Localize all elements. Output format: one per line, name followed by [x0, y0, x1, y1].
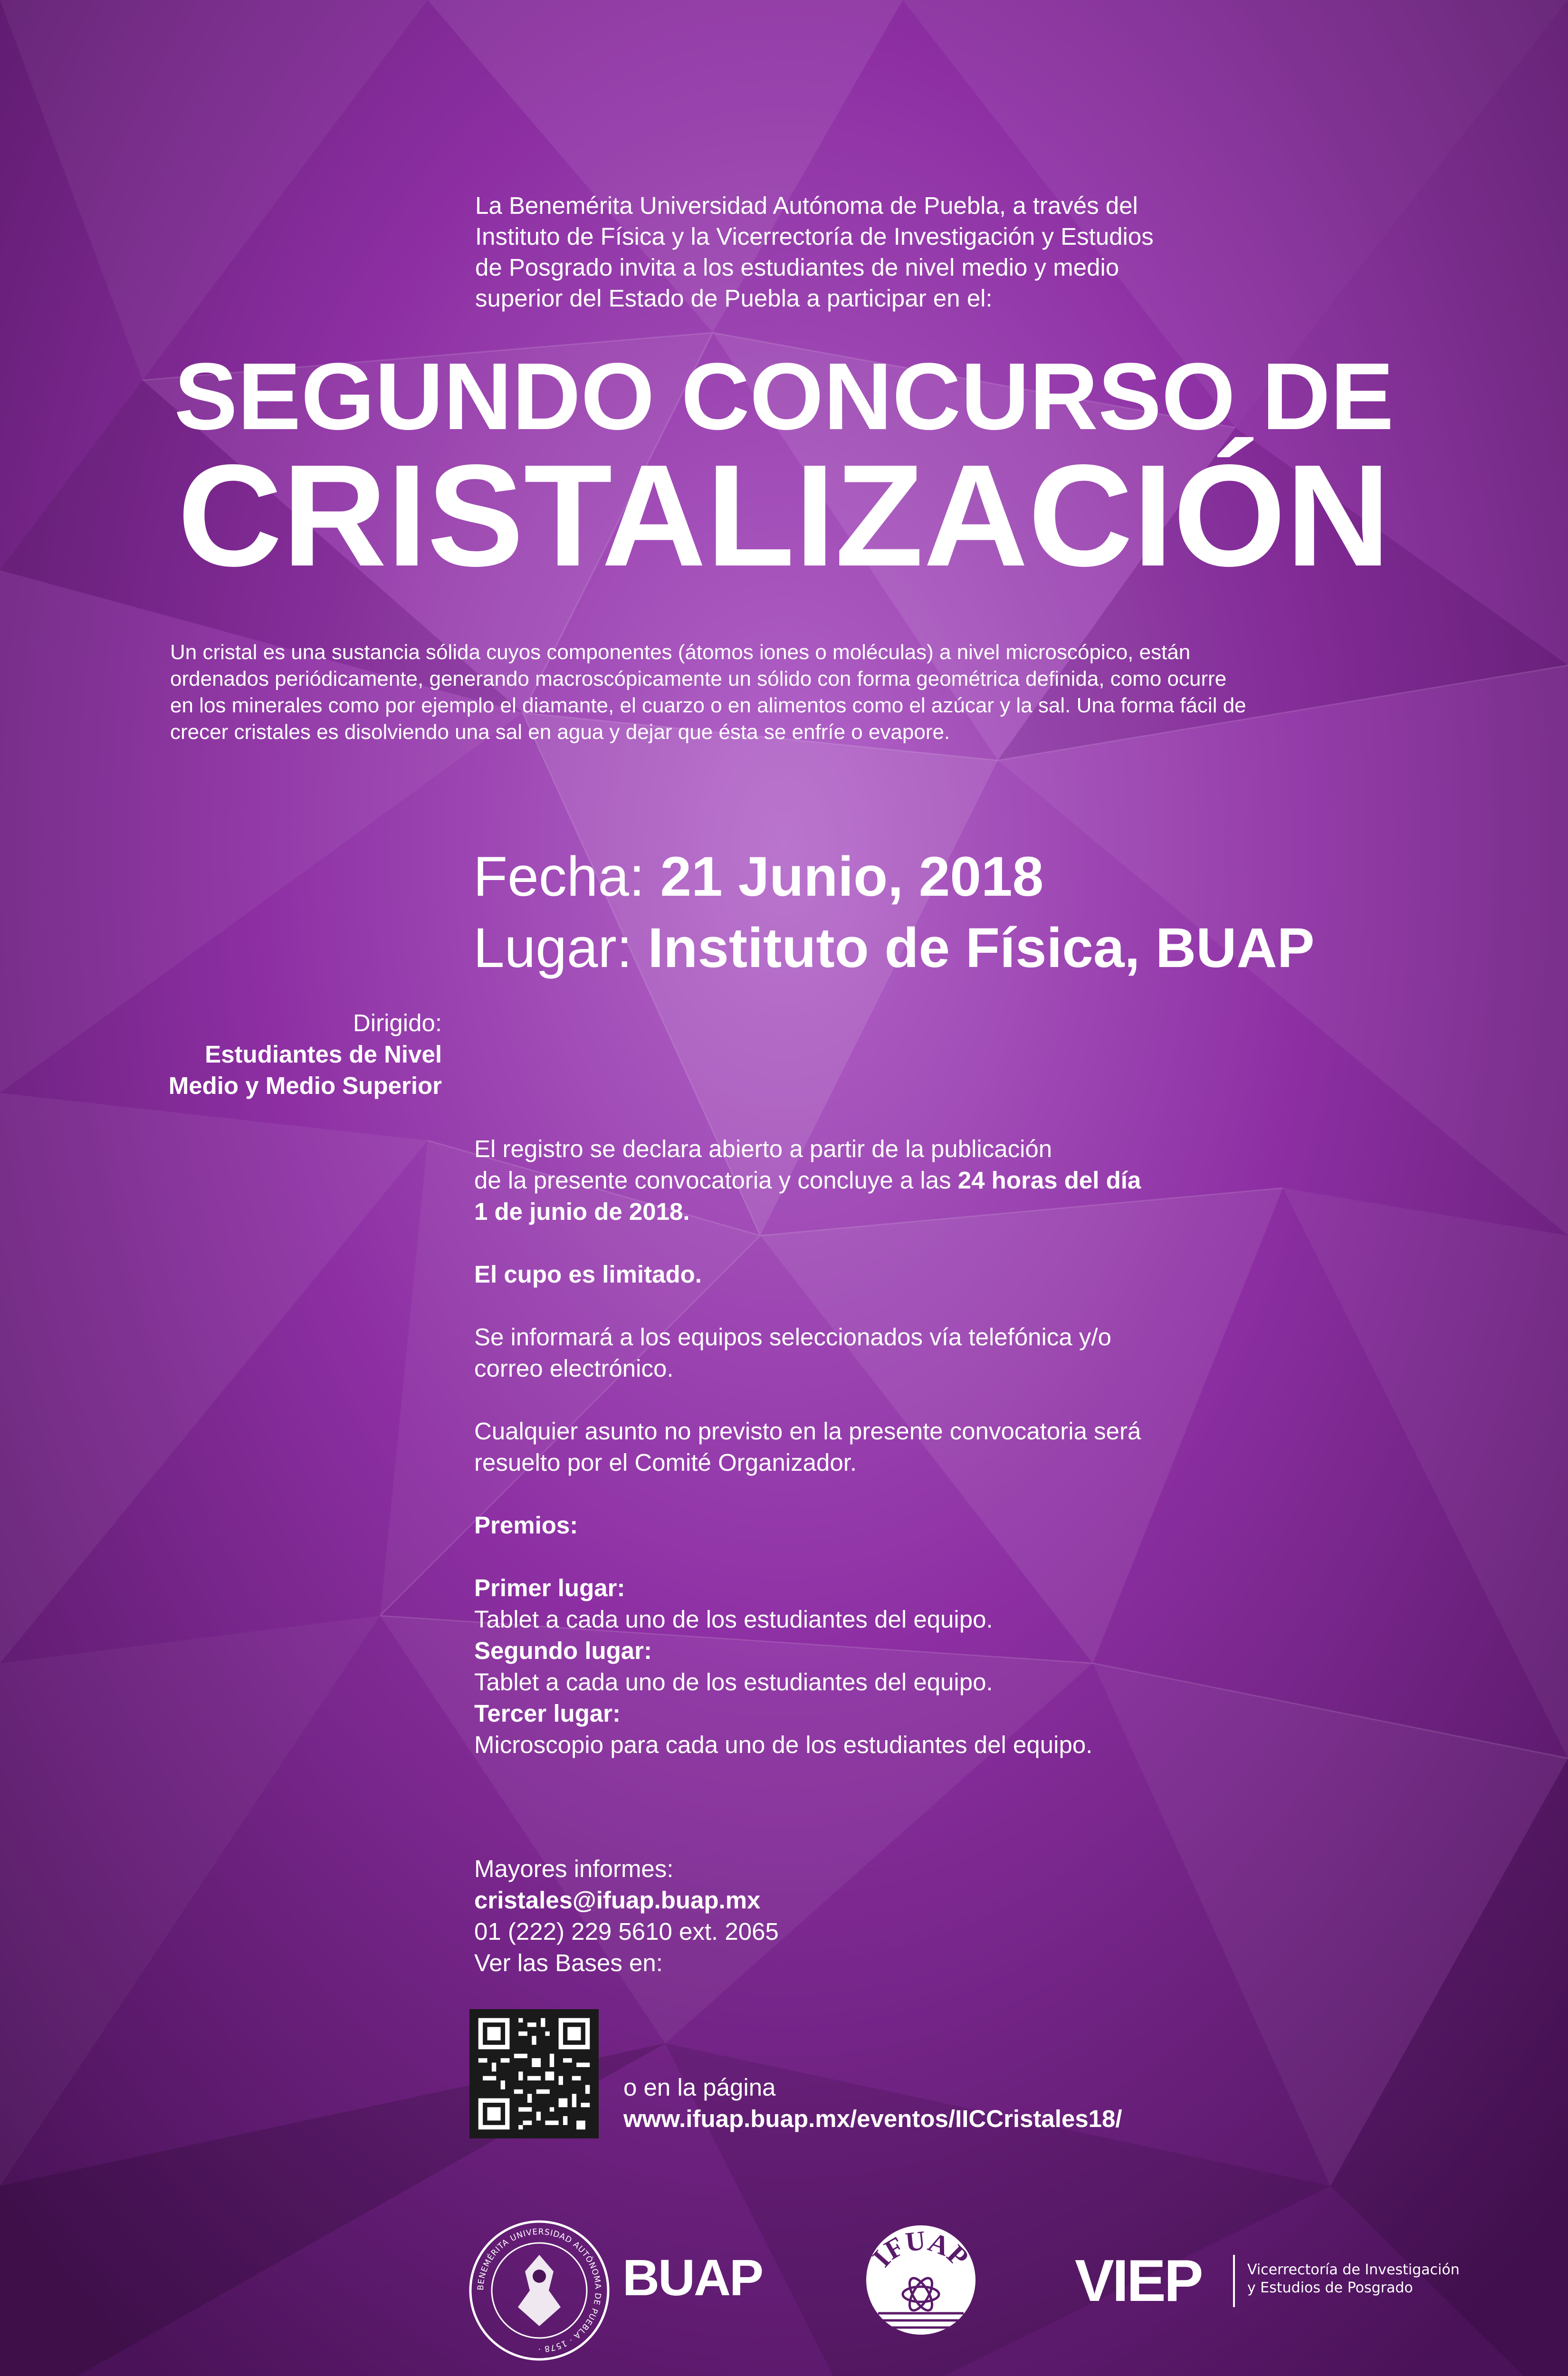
premio-lugar: Primer lugar:	[474, 1574, 625, 1601]
intro-text	[475, 190, 1283, 314]
fecha-value: 21 Junio, 2018	[660, 845, 1044, 908]
premio-desc: Microscopio para cada uno de los estudiantes del equipo.	[474, 1731, 1093, 1758]
premio-lugar: Segundo lugar:	[474, 1637, 652, 1664]
buap-logo-text: BUAP	[622, 2249, 763, 2306]
informara-line: correo electrónico.	[474, 1355, 674, 1382]
buap-seal-text: BENEMÉRITA UNIVERSIDAD AUTÓNOMA DE PUEBLA · 1578 ·	[476, 2227, 603, 2354]
description-line: Un cristal es una sustancia sólida cuyos componentes (átomos iones o moléculas) a nivel microscópico, están	[170, 641, 1191, 664]
contact-label: Mayores informes:	[474, 1855, 674, 1882]
title-line-1: SEGUNDO CONCURSO DE	[174, 344, 1394, 450]
registro-paragraph	[474, 1133, 1425, 1227]
bases-text	[474, 1133, 1425, 1761]
ifuap-logo-text: IFUAP	[866, 2224, 975, 2273]
informara-paragraph	[474, 1322, 1425, 1384]
registro-line: El registro se declara abierto a partir de la publicación	[474, 1135, 1052, 1162]
intro-line: Instituto de Física y la Vicerrectoría de Investigación y Estudios	[475, 223, 1154, 250]
premios-list	[474, 1572, 1425, 1761]
viep-subtitle-line: Vicerrectoría de Investigación	[1247, 2261, 1460, 2278]
viep-logo-text: VIEP	[1075, 2248, 1202, 2314]
event-info	[473, 841, 1314, 984]
lugar-value: Instituto de Física, BUAP	[648, 917, 1315, 979]
description	[170, 639, 1425, 746]
registro-line: de la presente convocatoria y concluye a las	[474, 1167, 958, 1194]
title-line-2: CRISTALIZACIÓN	[177, 434, 1391, 596]
registro-bold: 24 horas del día	[957, 1167, 1141, 1194]
viep-subtitle	[1247, 2261, 1460, 2297]
premio-lugar: Tercer lugar:	[474, 1700, 621, 1727]
description-line: crecer cristales es disolviendo una sal en agua y dejar que ésta se enfríe o evapore.	[170, 720, 950, 744]
premio-desc: Tablet a cada uno de los estudiantes del equipo.	[474, 1668, 993, 1696]
pagina-label: o en la página	[623, 2074, 776, 2101]
description-line: ordenados periódicamente, generando macroscópicamente un sólido con forma geométrica definida, como ocurre	[170, 667, 1227, 690]
dirigido-block	[95, 1007, 442, 1102]
ifuap-logo	[859, 2218, 983, 2342]
contact-phone: 01 (222) 229 5610 ext. 2065	[474, 1918, 779, 1945]
fecha-label: Fecha:	[473, 845, 660, 908]
contact-email[interactable]: cristales@ifuap.buap.mx	[474, 1887, 761, 1914]
premios-label: Premios:	[474, 1512, 578, 1539]
buap-seal-logo	[468, 2219, 611, 2362]
dirigido-line: Estudiantes de Nivel	[205, 1041, 442, 1068]
description-line: en los minerales como por ejemplo el diamante, el cuarzo o en alimentos como el azúcar y la sal. Una forma fácil de	[170, 694, 1246, 717]
pagina-url[interactable]: www.ifuap.buap.mx/eventos/IICCristales18/	[623, 2105, 1122, 2132]
registro-bold: 1 de junio de 2018.	[474, 1198, 690, 1225]
cupo-text: El cupo es limitado.	[474, 1261, 702, 1288]
premio-desc: Tablet a cada uno de los estudiantes del equipo.	[474, 1606, 993, 1633]
pagina-block	[623, 2072, 1122, 2135]
informara-line: Se informará a los equipos seleccionados vía telefónica y/o	[474, 1323, 1111, 1351]
lugar-label: Lugar:	[473, 917, 648, 979]
fecha-row	[473, 841, 1314, 912]
viep-divider	[1233, 2255, 1235, 2307]
asunto-line: Cualquier asunto no previsto en la presente convocatoria será	[474, 1418, 1141, 1445]
bases-label: Ver las Bases en:	[474, 1949, 663, 1976]
intro-line: de Posgrado invita a los estudiantes de nivel medio y medio	[475, 254, 1119, 281]
lugar-row	[473, 912, 1314, 984]
contact-block	[474, 1853, 1234, 1979]
dirigido-line: Medio y Medio Superior	[168, 1072, 442, 1099]
dirigido-label: Dirigido:	[353, 1009, 442, 1036]
intro-line: superior del Estado de Puebla a participar en el:	[475, 285, 993, 312]
asunto-line: resuelto por el Comité Organizador.	[474, 1449, 857, 1476]
viep-subtitle-line: y Estudios de Posgrado	[1247, 2280, 1413, 2296]
asunto-paragraph	[474, 1416, 1425, 1478]
intro-line: La Benemérita Universidad Autónoma de Puebla, a través del	[475, 192, 1138, 219]
qr-code[interactable]	[469, 2009, 599, 2138]
